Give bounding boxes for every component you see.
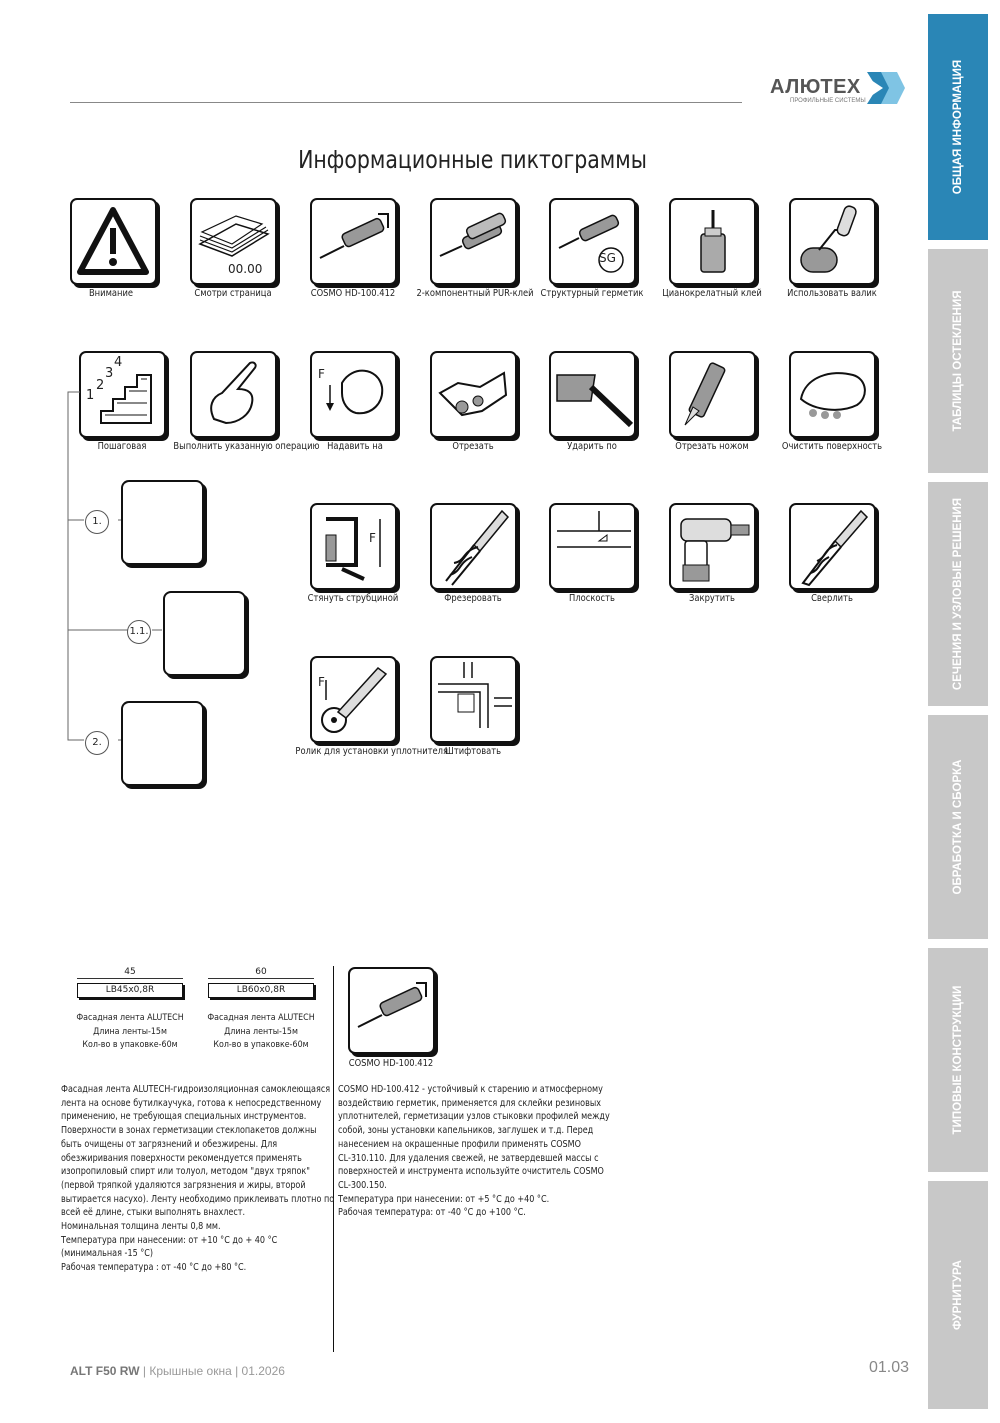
step-num-3: 3 bbox=[105, 366, 114, 381]
seal-roller-icon bbox=[312, 658, 395, 741]
cyano-pictogram bbox=[669, 198, 756, 285]
tape-60-dim-line bbox=[208, 978, 314, 979]
footer-rest: | Крышные окна | 01.2026 bbox=[139, 1364, 285, 1378]
tape-60-dimension: 60 bbox=[255, 967, 267, 977]
hit-caption: Ударить по bbox=[567, 441, 617, 452]
brand-name: АЛЮТЕХ bbox=[770, 76, 861, 98]
cosmo-pictogram bbox=[310, 198, 397, 285]
header-rule bbox=[70, 102, 742, 103]
press-caption: Надавить на bbox=[327, 441, 383, 452]
drill-caption: Сверлить bbox=[811, 593, 853, 604]
clamp-force-label: F bbox=[369, 531, 376, 545]
mill-pictogram bbox=[430, 503, 517, 590]
cutter-icon bbox=[432, 353, 515, 436]
clamp-icon bbox=[312, 505, 395, 588]
cosmo-product-caption: COSMO HD-100.412 bbox=[348, 1058, 434, 1069]
screw-caption: Закрутить bbox=[689, 593, 735, 604]
glue-bottle-icon bbox=[671, 200, 754, 283]
mill-bit-icon bbox=[432, 505, 515, 588]
section-sidebar bbox=[928, 0, 988, 1423]
pur-caption: 2-компонентный PUR-клей bbox=[416, 288, 534, 299]
cleaning-hand-icon bbox=[791, 353, 874, 436]
press-force-label: F bbox=[318, 367, 325, 381]
knife-caption: Отрезать ножом bbox=[675, 441, 749, 452]
tape-45-dim-line bbox=[77, 978, 183, 979]
pin-pictogram bbox=[430, 656, 517, 743]
step-box-1-1 bbox=[163, 591, 246, 676]
step-num-2: 2 bbox=[96, 378, 105, 393]
knife-pictogram bbox=[669, 351, 756, 438]
seal-roller-pictogram bbox=[310, 656, 397, 743]
sealant-cartridge-icon bbox=[312, 200, 395, 283]
tab-glazing-tables[interactable]: ТАБЛИЦЫ ОСТЕКЛЕНИЯ bbox=[928, 249, 988, 473]
pin-caption: Штифтовать bbox=[444, 746, 502, 757]
brand-subtitle: ПРОФИЛЬНЫЕ СИСТЕМЫ bbox=[790, 98, 866, 104]
hammer-icon bbox=[551, 353, 634, 436]
see-page-caption: Смотри страница bbox=[194, 288, 272, 299]
tab-general-info[interactable]: ОБЩАЯ ИНФОРМАЦИЯ bbox=[928, 14, 988, 240]
cosmo-caption: COSMO HD-100.412 bbox=[310, 288, 396, 299]
tape-45 bbox=[77, 967, 183, 998]
structural-caption: Структурный герметик bbox=[540, 288, 644, 299]
tab-hardware[interactable]: ФУРНИТУРА bbox=[928, 1181, 988, 1409]
step-caption: Пошаговая bbox=[97, 441, 147, 452]
page-title: Информационные пиктограммы bbox=[298, 145, 647, 174]
tape-45-dimension: 45 bbox=[124, 967, 136, 977]
roller-caption: Использовать валик bbox=[787, 288, 877, 299]
cosmo-product-pictogram bbox=[348, 967, 435, 1054]
plane-pictogram bbox=[549, 503, 636, 590]
screwdriver-icon bbox=[671, 505, 754, 588]
sealant-cartridge-icon bbox=[350, 969, 433, 1052]
seal-roller-caption: Ролик для установки уплотнителя bbox=[295, 746, 449, 757]
tab-constructions[interactable]: ТИПОВЫЕ КОНСТРУКЦИИ bbox=[928, 948, 988, 1172]
structural-sealant-icon bbox=[551, 200, 634, 283]
cosmo-description: COSMO HD-100.412 - устойчивый к старению и атмосферному воздействию герметик, применяется для склейки резиновых уплотнителей, герметизации узлов стыковки профилей между собой, зоны установки капельников, заглушек и т.д. Перед нанесением на окрашенные профили применять COSMO CL-310.110. Для удаления свежей, не затвердевшей массы с поверхностей и инструмента используйте очиститель COSMO CL-300.150. Температура при нанесении: от +5 °С до +40 °С. Рабочая температура: от -40 °С до +100 °С. bbox=[338, 1084, 610, 1219]
drill-bit-icon bbox=[791, 505, 874, 588]
tape-60-code: LB60x0,8R bbox=[208, 983, 314, 998]
cut-pictogram bbox=[430, 351, 517, 438]
tab-processing[interactable]: ОБРАБОТКА И СБОРКА bbox=[928, 715, 988, 939]
warning-icon bbox=[72, 200, 155, 283]
step-box-1 bbox=[121, 480, 204, 565]
step-box-2 bbox=[121, 701, 204, 786]
brand-logo-icon bbox=[867, 70, 907, 106]
two-cartridge-icon bbox=[432, 200, 515, 283]
footer-document bbox=[70, 1364, 285, 1378]
mill-caption: Фрезеровать bbox=[444, 593, 502, 604]
clamp-caption: Стянуть струбциной bbox=[307, 593, 399, 604]
do-operation-caption: Выполнить указанную операцию bbox=[173, 441, 320, 452]
tape-45-code: LB45x0,8R bbox=[77, 983, 183, 998]
seal-roller-force-label: F bbox=[318, 675, 325, 689]
tape-60 bbox=[208, 967, 314, 998]
cut-caption: Отрезать bbox=[452, 441, 494, 452]
pin-icon bbox=[432, 658, 515, 741]
plane-level-icon bbox=[551, 505, 634, 588]
tape-45-info: Фасадная лента ALUTECH Длина ленты-15м Кол-во в упаковке-60м bbox=[76, 1013, 184, 1050]
see-page-number: 00.00 bbox=[228, 262, 263, 276]
utility-knife-icon bbox=[671, 353, 754, 436]
structural-pictogram bbox=[549, 198, 636, 285]
step-marker-2: 2. bbox=[85, 731, 109, 755]
step-marker-1-1: 1.1. bbox=[127, 620, 151, 644]
step-tree-lines bbox=[60, 390, 260, 750]
attention-caption: Внимание bbox=[88, 288, 134, 299]
step-num-4: 4 bbox=[114, 355, 123, 370]
tape-description: Фасадная лента ALUTECH-гидроизоляционная самоклеющаяся лента на основе бутилкаучука, готова к непосредственному применению, не требующая специальных инструментов. Поверхности в зонах герметизации стеклопакетов должны быть очищены от загрязнений и обезжирены. Для обезжиривания поверхности рекомендуется применять изопропиловый спирт или толуол, методом "двух тряпок" (первой тряпкой удаляются загрязнения и жиры, второй вытирается насухо). Ленту необходимо приклеивать плотно по всей её длине, стыки выполнять внахлест. Номинальная толщина ленты 0,8 мм. Температура при нанесении: от +10 °С до + 40 °С (минимальная -15 °С) Рабочая температура : от -40 °С до +80 °С. bbox=[61, 1084, 335, 1274]
clamp-pictogram bbox=[310, 503, 397, 590]
sg-badge: SG bbox=[599, 251, 616, 265]
pur-pictogram bbox=[430, 198, 517, 285]
roller-icon bbox=[791, 200, 874, 283]
attention-pictogram bbox=[70, 198, 157, 285]
roller-pictogram bbox=[789, 198, 876, 285]
screw-pictogram bbox=[669, 503, 756, 590]
clean-pictogram bbox=[789, 351, 876, 438]
plane-caption: Плоскость bbox=[569, 593, 615, 604]
cyano-caption: Цианокрелатный клей bbox=[662, 288, 762, 299]
clean-caption: Очистить поверхность bbox=[781, 441, 883, 452]
tape-60-info: Фасадная лента ALUTECH Длина ленты-15м Кол-во в упаковке-60м bbox=[207, 1013, 315, 1050]
hit-pictogram bbox=[549, 351, 636, 438]
tab-sections[interactable]: СЕЧЕНИЯ И УЗЛОВЫЕ РЕШЕНИЯ bbox=[928, 482, 988, 706]
footer-product: ALT F50 RW bbox=[70, 1364, 140, 1378]
press-hand-icon bbox=[312, 353, 395, 436]
step-marker-1: 1. bbox=[85, 510, 109, 534]
page-number: 01.03 bbox=[869, 1359, 910, 1376]
step-num-1: 1 bbox=[86, 388, 95, 403]
press-pictogram bbox=[310, 351, 397, 438]
drill-pictogram bbox=[789, 503, 876, 590]
